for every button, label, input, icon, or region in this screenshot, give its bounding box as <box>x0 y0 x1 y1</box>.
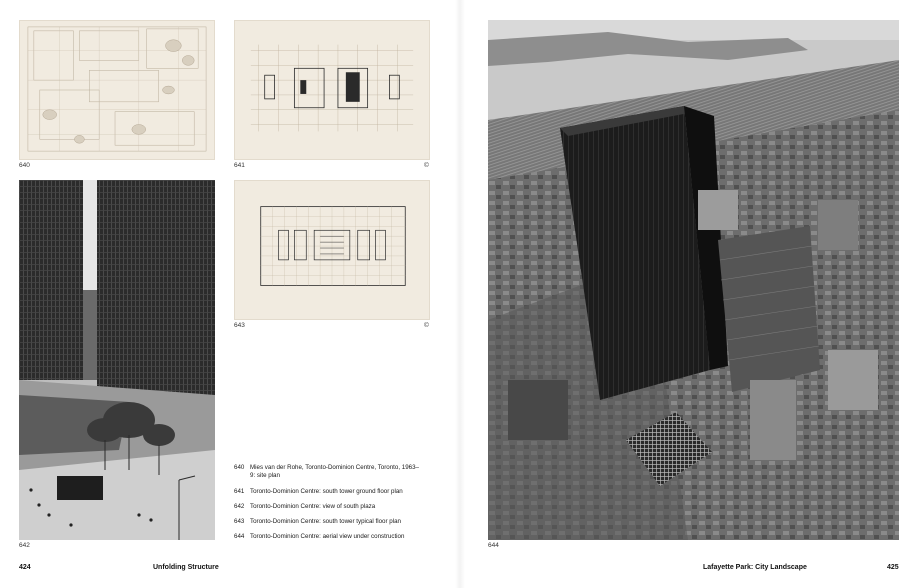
caption-text: Toronto-Dominion Centre: south tower typical floor plan <box>250 518 401 525</box>
caption-item <box>234 488 430 498</box>
caption-item <box>234 464 430 482</box>
figure-captions <box>234 464 430 544</box>
book-gutter <box>455 0 465 588</box>
copyright-mark-643: © <box>424 322 429 329</box>
caption-number: 643 <box>234 518 245 525</box>
right-running-title: Lafayette Park: City Landscape <box>703 564 807 571</box>
figure-number-640: 640 <box>19 162 30 169</box>
south-plaza-photo <box>19 180 215 540</box>
caption-number: 644 <box>234 533 245 540</box>
figure-number-641: 641 <box>234 162 245 169</box>
right-page-number: 425 <box>887 564 899 571</box>
copyright-mark-641: © <box>424 162 429 169</box>
caption-number: 641 <box>234 488 245 495</box>
caption-text: Toronto-Dominion Centre: south tower ground floor plan <box>250 488 403 495</box>
caption-item <box>234 533 430 543</box>
left-page-number: 424 <box>19 564 31 571</box>
caption-number: 640 <box>234 464 245 471</box>
caption-text: Mies van der Rohe, Toronto-Dominion Centre, Toronto, 1963–9: site plan <box>250 464 419 479</box>
figure-number-644: 644 <box>488 542 499 549</box>
caption-text: Toronto-Dominion Centre: view of south plaza <box>250 503 376 510</box>
aerial-construction-photo <box>488 20 899 540</box>
ground-floor-plan-drawing <box>234 20 430 160</box>
left-running-title: Unfolding Structure <box>153 564 219 571</box>
caption-text: Toronto-Dominion Centre: aerial view under construction <box>250 533 405 540</box>
site-plan-drawing <box>19 20 215 160</box>
typical-floor-plan-drawing <box>234 180 430 320</box>
figure-number-642: 642 <box>19 542 30 549</box>
caption-item <box>234 518 430 528</box>
figure-number-643: 643 <box>234 322 245 329</box>
caption-number: 642 <box>234 503 245 510</box>
caption-item <box>234 503 430 513</box>
